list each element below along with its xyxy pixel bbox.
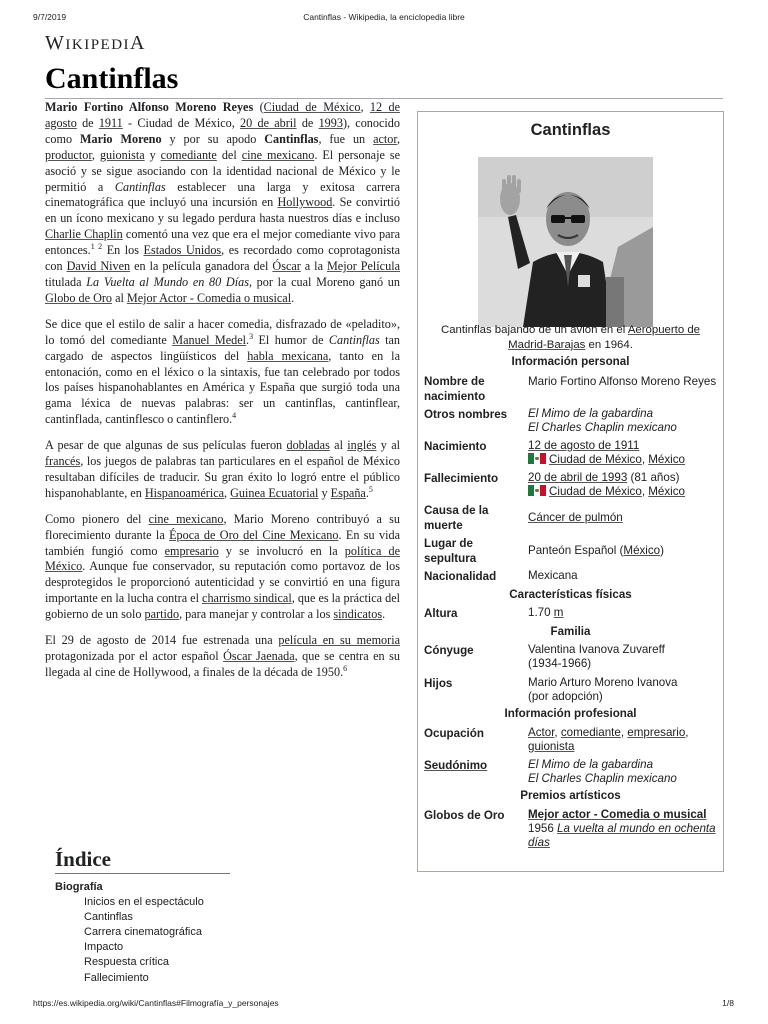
alias-2: El Charles Chaplin mexicano <box>528 772 677 785</box>
text: , <box>554 726 561 739</box>
section-premios: Premios artísticos <box>520 789 621 802</box>
text: , que es la práctica del gobierno de un solo <box>45 591 401 622</box>
text: . Se convirtió en un ícono mexicano y su legado perdura hasta nuestros días e incluso <box>45 195 400 226</box>
print-title: Cantinflas - Wikipedia, la enciclopedia libre <box>303 12 465 22</box>
text: a la <box>300 259 327 274</box>
caption-text: Cantinflas bajando de un avión en el <box>440 324 628 336</box>
value-nacionalidad: Mexicana <box>528 569 578 582</box>
alias-2: El Charles Chaplin mexicano <box>528 421 677 434</box>
toc-item[interactable]: Carrera cinematográfica <box>84 926 202 939</box>
text: en la película ganadora del <box>130 259 273 274</box>
full-name: Mario Fortino Alfonso Moreno Reyes <box>45 100 254 114</box>
text: de <box>76 115 99 130</box>
section-personal: Información personal <box>511 355 630 368</box>
mexico-flag-icon <box>528 485 546 496</box>
toc-item[interactable]: Impacto <box>84 941 124 954</box>
text: y <box>318 485 331 500</box>
text: 1.70 <box>528 606 554 619</box>
text: , <box>396 131 401 146</box>
text: ), conocido como <box>45 115 400 146</box>
text: , para manejar y controlar a los <box>179 607 334 622</box>
link-film-vuelta[interactable]: La vuelta al mundo en ochenta días <box>528 822 716 849</box>
text: , es recordado como coprotagonista con <box>45 243 401 274</box>
text: , <box>641 485 649 498</box>
value-seudonimo <box>528 758 719 786</box>
paragraph-3 <box>45 438 400 502</box>
link-hispanoamerica[interactable]: Hispanoamérica <box>144 485 225 500</box>
italic-cantinflas: Cantinflas <box>328 332 380 347</box>
text: En los <box>102 243 144 258</box>
value-fallecimiento <box>528 471 719 499</box>
link-sindicatos[interactable]: sindicatos <box>333 607 383 622</box>
value-causa <box>528 511 719 525</box>
toc-item[interactable]: Cantinflas <box>84 911 133 924</box>
section-profesional: Información profesional <box>504 707 637 720</box>
logo-last: A <box>130 32 146 54</box>
link-estados-unidos[interactable]: Estados Unidos <box>143 243 222 258</box>
text: - Ciudad de México, <box>122 115 241 130</box>
label-nombre: Nombre de nacimiento <box>424 375 486 403</box>
value-altura <box>528 606 719 620</box>
link-pelicula-en-su-memoria[interactable]: película en su memoria <box>278 633 400 648</box>
text: , <box>641 453 649 466</box>
paragraph-1 <box>45 100 400 307</box>
label-ocupacion: Ocupación <box>424 727 484 740</box>
link-mexico[interactable]: México <box>623 544 661 557</box>
link-comediante[interactable]: comediante <box>160 147 217 162</box>
label-nacimiento: Nacimiento <box>424 440 487 453</box>
text: ) <box>660 544 665 557</box>
link-charrismo-sindical[interactable]: charrismo sindical <box>202 591 292 606</box>
toc-title: Índice <box>55 847 112 871</box>
link-cancer[interactable]: Cáncer de pulmón <box>528 511 623 524</box>
print-page-number: 1/8 <box>722 998 734 1008</box>
link-seudonimo[interactable]: Seudónimo <box>424 759 488 772</box>
value-hijos <box>528 676 719 704</box>
text: Se dice que el estilo de salir a hacer comedia, disfrazado de «peladito», lo tomó del comediante <box>45 316 400 347</box>
link-death-country[interactable]: México <box>648 485 685 498</box>
text: tan cargado de aspectos lingüísticos del <box>45 332 400 363</box>
text: Como pionero del <box>45 511 149 526</box>
label-fallecimiento: Fallecimiento <box>424 472 499 485</box>
link-death-date[interactable]: 20 de abril de 1993 <box>528 471 628 484</box>
link-birth-year[interactable]: 1911 <box>98 115 123 130</box>
table-of-contents <box>55 880 204 986</box>
alias-1: El Mimo de la gabardina <box>528 758 654 771</box>
link-death-date[interactable]: 20 de abril <box>240 115 297 130</box>
link-comediante[interactable]: comediante <box>560 726 621 739</box>
logo-first: W <box>45 32 66 54</box>
link-birth-date[interactable]: 12 de agosto de 1911 <box>528 439 640 452</box>
text: , <box>620 726 628 739</box>
citation[interactable]: 3 <box>249 331 254 341</box>
link-dobladas[interactable]: dobladas <box>286 438 330 453</box>
logo-rest: IKIPEDI <box>65 37 131 53</box>
alias-1: El Mimo de la gabardina <box>528 407 654 420</box>
link-actor[interactable]: actor <box>373 131 397 146</box>
link-politica-de-mexico[interactable]: política de México <box>45 543 400 574</box>
portrait-photo[interactable] <box>478 157 653 327</box>
toc-divider <box>55 873 230 874</box>
text: y se involucró en la <box>218 543 345 558</box>
text: del <box>216 147 242 162</box>
link-ciudad-de-mexico[interactable]: Ciudad de México <box>263 100 361 114</box>
child-name: Mario Arturo Moreno Ivanova <box>528 676 678 689</box>
link-cine-mexicano[interactable]: cine mexicano <box>241 147 315 162</box>
link-espana[interactable]: España <box>330 485 366 500</box>
print-date: 9/7/2019 <box>33 12 67 22</box>
paragraph-4 <box>45 512 400 623</box>
link-birth-date[interactable]: 12 de agosto <box>45 100 401 130</box>
text: . <box>382 607 386 622</box>
text: , <box>91 147 100 162</box>
link-globo-de-oro[interactable]: Globo de Oro <box>45 290 113 305</box>
text: . Aunque fue conservador, su reputación como portavoz de los desprotegidos le proporcionó autenticidad y se convirtió en una figura importante en la lucha contra el <box>45 559 400 606</box>
section-familia: Familia <box>550 625 591 638</box>
section-fisicas: Características físicas <box>509 588 632 601</box>
child-note: (por adopción) <box>528 690 603 703</box>
label-globos: Globos de Oro <box>424 809 505 822</box>
link-oscar[interactable]: Óscar <box>272 259 301 274</box>
spouse-name: Valentina Ivanova Zuvareff <box>528 643 665 656</box>
label-conyuge: Cónyuge <box>424 644 474 657</box>
link-epoca-de-oro[interactable]: Época de Oro del Cine Mexicano <box>169 527 339 542</box>
link-actor[interactable]: Actor <box>528 726 555 739</box>
wikipedia-logo[interactable] <box>45 32 146 55</box>
text: . <box>365 485 369 500</box>
link-metro[interactable]: m <box>553 606 564 619</box>
text: , <box>224 485 231 500</box>
italic-cantinflas: Cantinflas <box>114 179 166 194</box>
link-empresario[interactable]: empresario <box>627 726 686 739</box>
label-causa: Causa de la muerte <box>424 504 489 532</box>
infobox-title: Cantinflas <box>530 121 611 139</box>
text: , que se centra en su llegada al cine de Hollywood, a finales de la década de 1950. <box>45 649 400 679</box>
text: protagonizada por el actor español <box>45 649 224 663</box>
mexico-flag-icon <box>528 453 546 464</box>
text: titulada <box>45 274 87 289</box>
title-divider <box>45 98 723 99</box>
citation[interactable]: 1 2 <box>90 242 103 252</box>
text: de <box>296 115 319 130</box>
link-productor[interactable]: productor <box>45 147 92 162</box>
text: , <box>360 100 370 114</box>
link-manuel-medel[interactable]: Manuel Medel <box>172 332 247 347</box>
paragraph-2 <box>45 317 400 428</box>
link-aeropuerto[interactable]: Aeropuerto de Madrid-Barajas <box>508 324 701 351</box>
award-year: 1956 <box>528 822 558 835</box>
stage-name: Mario Moreno <box>80 131 162 146</box>
text: , fue un <box>318 131 374 146</box>
link-mejor-pelicula[interactable]: Mejor Película <box>326 259 400 274</box>
value-globos <box>528 808 719 850</box>
label-altura: Altura <box>424 607 458 620</box>
text: comentó una vez que era el mejor comediante vivo para entonces. <box>45 227 401 258</box>
text: establecer una larga y exitosa carrera cinematográfica que incluyó una incursión en <box>45 179 400 210</box>
citation[interactable]: 5 <box>368 484 373 494</box>
text: al <box>329 438 348 453</box>
text: , por la cual Moreno ganó un <box>248 274 400 289</box>
link-birth-country[interactable]: México <box>648 453 685 466</box>
link-birth-city[interactable]: Ciudad de México <box>549 453 642 466</box>
link-mejor-actor-comedia[interactable]: Mejor actor - Comedia o musical <box>528 808 707 821</box>
link-guionista[interactable]: guionista <box>528 740 575 753</box>
caption-text: en 1964. <box>585 339 633 351</box>
toc-item[interactable]: Fallecimiento <box>84 971 149 984</box>
label-sepultura: Lugar de sepultura <box>424 537 477 565</box>
label-seudonimo[interactable] <box>424 758 526 773</box>
link-cine-mexicano[interactable]: cine mexicano <box>148 511 224 526</box>
label-nacionalidad: Nacionalidad <box>424 570 497 583</box>
value-nombre: Mario Fortino Alfonso Moreno Reyes <box>528 375 717 388</box>
link-death-city[interactable]: Ciudad de México <box>549 485 642 498</box>
link-frances[interactable]: francés <box>45 454 81 469</box>
text: al <box>112 290 127 305</box>
paragraph-5 <box>45 633 400 681</box>
print-url: https://es.wikipedia.org/wiki/Cantinflas#Filmografía_y_personajes <box>33 998 279 1008</box>
text: , los juegos de palabras tan particulares en el español de México resultaban difíciles de traducir. Su gran éxito lo logró entre el público hispanohablante, en <box>45 454 400 500</box>
link-guinea-ecuatorial[interactable]: Guinea Ecuatorial <box>230 485 319 500</box>
text: ( <box>253 100 264 114</box>
link-habla-mexicana[interactable]: habla mexicana <box>247 348 329 363</box>
link-partido[interactable]: partido <box>144 607 180 622</box>
photo-caption <box>422 323 719 353</box>
toc-item[interactable]: Respuesta crítica <box>84 956 169 969</box>
label-otros-nombres: Otros nombres <box>424 408 508 421</box>
text: A pesar de que algunas de sus películas fueron <box>45 438 287 453</box>
text: . En su vida también fungió como <box>45 527 400 558</box>
text: . El personaje se asoció y se sigue asociando con la identidad nacional de México y le permitió a <box>45 147 400 194</box>
text: El humor de <box>253 332 329 347</box>
value-sepultura <box>528 544 719 558</box>
value-conyuge <box>528 643 719 671</box>
label-hijos: Hijos <box>424 677 453 690</box>
nickname: Cantinflas <box>264 131 319 146</box>
page-title: Cantinflas <box>45 62 179 95</box>
value-nacimiento <box>528 439 719 467</box>
toc-item[interactable]: Inicios en el espectáculo <box>84 896 204 909</box>
link-charlie-chaplin[interactable]: Charlie Chaplin <box>45 227 123 242</box>
text: y por su apodo <box>161 131 265 146</box>
link-death-year[interactable]: 1993 <box>318 115 343 130</box>
italic-film-title: La Vuelta al Mundo en 80 Días <box>86 274 249 289</box>
value-ocupacion <box>528 726 719 754</box>
infobox <box>417 111 724 872</box>
citation[interactable]: 6 <box>343 663 348 673</box>
value-otros-nombres <box>528 407 719 435</box>
text: . <box>246 332 250 347</box>
text: , tanto en la entonación, como en el léxico o la sintaxis, fue tan celebrado por todos los países hispanohablantes en América y España que surgió toda una gama léxica de nuevas palabras: ser un cantinflas, cantinflear, cantinflada, cantinflesco o cantinflero. <box>45 348 400 427</box>
text: , <box>685 726 689 739</box>
text: , Mario Moreno contribuyó a su florecimiento durante la <box>45 511 400 542</box>
spouse-years: (1934-1966) <box>528 657 592 670</box>
link-oscar-jaenada[interactable]: Óscar Jaenada <box>223 649 295 663</box>
article-body <box>45 100 400 691</box>
toc-item-biografia[interactable]: Biografía <box>55 881 103 893</box>
link-mejor-actor[interactable]: Mejor Actor - Comedia o musical <box>126 290 292 305</box>
citation[interactable]: 4 <box>232 411 237 421</box>
link-david-niven[interactable]: David Niven <box>66 259 131 274</box>
link-empresario[interactable]: empresario <box>164 543 219 558</box>
age-text: (81 años) <box>627 471 680 484</box>
link-hollywood[interactable]: Hollywood <box>277 195 333 210</box>
portrait-image <box>478 157 653 327</box>
text: Panteón Español ( <box>528 544 624 557</box>
text: . <box>291 290 295 305</box>
text: El 29 de agosto de 2014 fue estrenada una <box>45 633 279 648</box>
link-guionista[interactable]: guionista <box>99 147 145 162</box>
link-ingles[interactable]: inglés <box>347 438 377 453</box>
text: y al <box>376 438 400 453</box>
text: y <box>144 147 161 162</box>
